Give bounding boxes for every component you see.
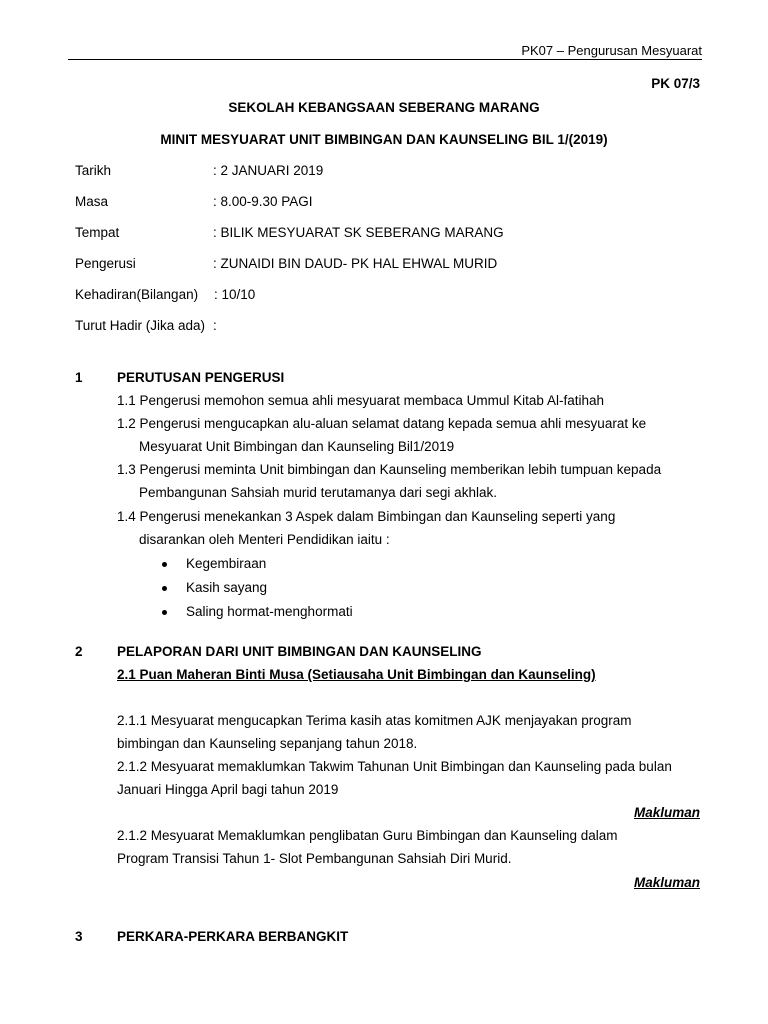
also-present-label: Turut Hadir (Jika ada) <box>75 318 206 333</box>
note-label: Makluman <box>633 875 700 890</box>
time-value: : 8.00-9.30 PAGI <box>213 194 313 209</box>
paragraph: bimbingan dan Kaunseling sepanjang tahun 2018. <box>117 736 418 751</box>
form-code: PK 07/3 <box>651 76 700 91</box>
date-value: : 2 JANUARI 2019 <box>213 163 324 178</box>
list-item: Saling hormat-menghormati <box>186 604 353 619</box>
paragraph: 2.1.2 Mesyuarat memaklumkan Takwim Tahunan Unit Bimbingan dan Kaunseling pada bulan <box>117 759 672 774</box>
paragraph: Mesyuarat Unit Bimbingan dan Kaunseling Bil1/2019 <box>139 439 455 454</box>
attendance-label: Kehadiran(Bilangan) <box>75 287 199 302</box>
section-heading: PERKARA-PERKARA BERBANGKIT <box>117 929 349 944</box>
bullet-icon <box>162 562 167 567</box>
paragraph: Pembangunan Sahsiah murid terutamanya dari segi akhlak. <box>139 485 497 500</box>
paragraph: 1.3 Pengerusi meminta Unit bimbingan dan Kaunseling memberikan lebih tumpuan kepada <box>117 462 662 477</box>
section-number: 2 <box>75 644 83 659</box>
note-label: Makluman <box>633 805 700 820</box>
chair-value: : ZUNAIDI BIN DAUD- PK HAL EHWAL MURID <box>213 256 498 271</box>
time-label: Masa <box>75 194 109 209</box>
paragraph: 2.1.1 Mesyuarat mengucapkan Terima kasih atas komitmen AJK menjayakan program <box>117 713 632 728</box>
bullet-icon <box>162 610 167 615</box>
attendance-value: : 10/10 <box>214 287 256 302</box>
header-divider <box>68 59 702 60</box>
bullet-icon <box>162 586 167 591</box>
minutes-title: MINIT MESYUARAT UNIT BIMBINGAN DAN KAUNSELING BIL 1/(2019) <box>160 132 608 147</box>
paragraph: 1.2 Pengerusi mengucapkan alu-aluan selamat datang kepada semua ahli mesyuarat ke <box>117 416 647 431</box>
section-number: 3 <box>75 929 83 944</box>
paragraph: Januari Hingga April bagi tahun 2019 <box>117 782 339 797</box>
section-heading: PERUTUSAN PENGERUSI <box>117 370 285 385</box>
place-value: : BILIK MESYUARAT SK SEBERANG MARANG <box>213 225 504 240</box>
paragraph: 1.1 Pengerusi memohon semua ahli mesyuarat membaca Ummul Kitab Al-fatihah <box>117 393 604 408</box>
paragraph: Program Transisi Tahun 1- Slot Pembangunan Sahsiah Diri Murid. <box>117 851 512 866</box>
list-item: Kegembiraan <box>186 556 267 571</box>
school-name: SEKOLAH KEBANGSAAN SEBERANG MARANG <box>228 100 540 115</box>
also-present-value: : <box>213 318 217 333</box>
subsection-heading: 2.1 Puan Maheran Binti Musa (Setiausaha Unit Bimbingan dan Kaunseling) <box>117 667 596 682</box>
place-label: Tempat <box>75 225 120 240</box>
paragraph: 1.4 Pengerusi menekankan 3 Aspek dalam Bimbingan dan Kaunseling seperti yang <box>117 509 616 524</box>
running-title: PK07 – Pengurusan Mesyuarat <box>521 43 702 58</box>
section-heading: PELAPORAN DARI UNIT BIMBINGAN DAN KAUNSELING <box>117 644 482 659</box>
date-label: Tarikh <box>75 163 112 178</box>
paragraph: disarankan oleh Menteri Pendidikan iaitu : <box>139 532 390 547</box>
list-item: Kasih sayang <box>186 580 268 595</box>
section-number: 1 <box>75 370 83 385</box>
paragraph: 2.1.2 Mesyuarat Memaklumkan penglibatan Guru Bimbingan dan Kaunseling dalam <box>117 828 618 843</box>
chair-label: Pengerusi <box>75 256 136 271</box>
